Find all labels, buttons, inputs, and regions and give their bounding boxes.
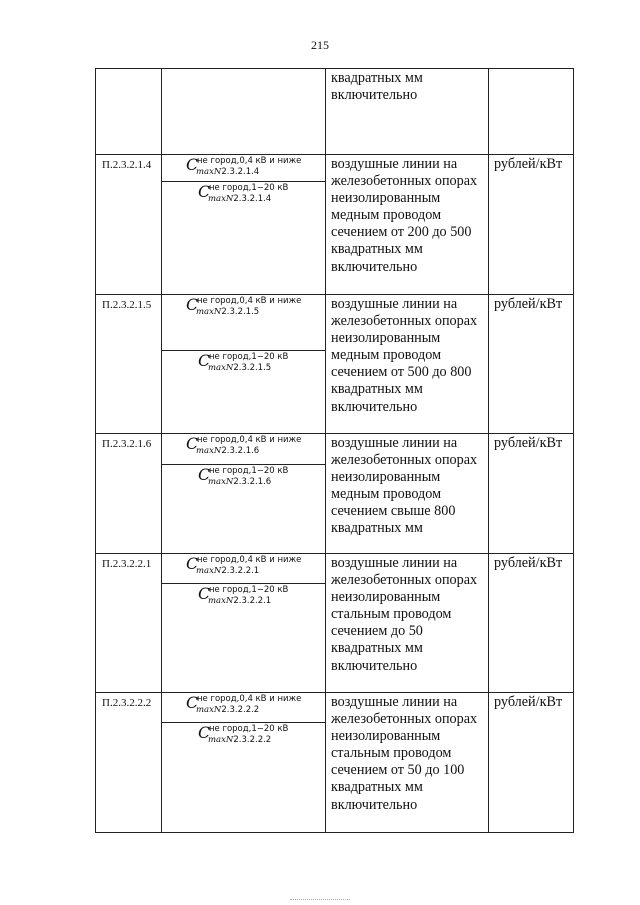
description-cell <box>326 69 489 155</box>
unit-cell <box>489 434 574 554</box>
row-code: П.2.3.2.1.6 <box>102 438 152 450</box>
symbol-medium-voltage <box>162 182 325 294</box>
symbol-superscript: не город,1−20 кВ <box>209 466 289 476</box>
footer-mark <box>290 899 350 902</box>
symbol-low-voltage <box>162 434 325 465</box>
symbol-letter: C <box>198 723 211 742</box>
symbol-subscript: maxN2.3.2.1.5 <box>208 363 272 373</box>
symbol-low-voltage <box>162 155 325 182</box>
symbol-letter: C <box>186 155 199 174</box>
symbol-cell <box>162 554 326 693</box>
unit-cell <box>489 295 574 434</box>
symbol-cell-empty <box>162 69 326 155</box>
symbol-subscript: maxN2.3.2.2.2 <box>196 705 260 715</box>
symbol-low-voltage <box>162 693 325 723</box>
row-unit: рублей/кВт <box>494 435 563 451</box>
row-description: квадратных мм включительно <box>331 70 423 104</box>
symbol-superscript: не город,0,4 кВ и ниже <box>197 694 302 704</box>
row-description: воздушные линии на железобетонных опорах неизолированным стальным проводом сечением до 50 квадратных мм включительно <box>331 555 478 674</box>
row-description: воздушные линии на железобетонных опорах неизолированным стальным проводом сечением от 50 до 100 квадратных мм включительно <box>331 694 478 813</box>
symbol-letter: C <box>198 182 211 201</box>
symbol-subscript: maxN2.3.2.1.5 <box>196 307 260 317</box>
symbol-superscript: не город,1−20 кВ <box>209 183 289 193</box>
symbol-letter: C <box>198 584 211 603</box>
row-code: П.2.3.2.2.1 <box>102 558 152 570</box>
table-row <box>96 554 574 693</box>
symbol-cell <box>162 155 326 295</box>
unit-cell-empty <box>489 69 574 155</box>
code-cell <box>96 155 162 295</box>
symbol-subscript: maxN2.3.2.2.1 <box>196 566 260 576</box>
symbol-superscript: не город,0,4 кВ и ниже <box>197 296 302 306</box>
symbol-superscript: не город,1−20 кВ <box>209 585 289 595</box>
symbol-superscript: не город,1−20 кВ <box>209 724 289 734</box>
symbol-superscript: не город,1−20 кВ <box>209 352 289 362</box>
symbol-letter: C <box>186 554 199 573</box>
unit-cell <box>489 693 574 833</box>
symbol-cell <box>162 295 326 434</box>
code-cell <box>96 554 162 693</box>
symbol-cell <box>162 693 326 833</box>
description-cell <box>326 434 489 554</box>
description-cell <box>326 693 489 833</box>
row-code: П.2.3.2.1.5 <box>102 299 152 311</box>
symbol-medium-voltage <box>162 723 325 832</box>
row-code: П.2.3.2.2.2 <box>102 697 152 709</box>
symbol-subscript: maxN2.3.2.1.6 <box>196 446 260 456</box>
row-description: воздушные линии на железобетонных опорах неизолированным медным проводом сечением свыше 800 квадратных мм <box>331 435 478 537</box>
symbol-superscript: не город,0,4 кВ и ниже <box>197 435 302 445</box>
symbol-letter: C <box>198 465 211 484</box>
symbol-cell <box>162 434 326 554</box>
description-cell <box>326 554 489 693</box>
symbol-letter: C <box>186 295 199 314</box>
symbol-subscript: maxN2.3.2.2.1 <box>208 596 272 606</box>
symbol-subscript: maxN2.3.2.1.4 <box>196 167 260 177</box>
code-cell <box>96 295 162 434</box>
row-description: воздушные линии на железобетонных опорах неизолированным медным проводом сечением от 500 до 800 квадратных мм включительно <box>331 296 478 415</box>
symbol-subscript: maxN2.3.2.1.6 <box>208 477 272 487</box>
table-row <box>96 693 574 833</box>
symbol-letter: C <box>186 693 199 712</box>
symbol-medium-voltage <box>162 351 325 433</box>
row-unit: рублей/кВт <box>494 156 563 172</box>
unit-cell <box>489 155 574 295</box>
table-row <box>96 434 574 554</box>
description-cell <box>326 155 489 295</box>
code-cell <box>96 693 162 833</box>
unit-cell <box>489 554 574 693</box>
row-unit: рублей/кВт <box>494 296 563 312</box>
row-unit: рублей/кВт <box>494 555 563 571</box>
code-cell <box>96 434 162 554</box>
symbol-letter: C <box>198 351 211 370</box>
row-description: воздушные линии на железобетонных опорах неизолированным медным проводом сечением от 200 до 500 квадратных мм включительно <box>331 156 478 275</box>
symbol-superscript: не город,0,4 кВ и ниже <box>197 156 302 166</box>
row-unit: рублей/кВт <box>494 694 563 710</box>
table-row <box>96 155 574 295</box>
row-code: П.2.3.2.1.4 <box>102 159 152 171</box>
symbol-low-voltage <box>162 554 325 584</box>
description-cell <box>326 295 489 434</box>
symbol-letter: C <box>186 434 199 453</box>
symbol-subscript: maxN2.3.2.1.4 <box>208 194 272 204</box>
tariff-table <box>95 68 574 833</box>
symbol-superscript: не город,0,4 кВ и ниже <box>197 555 302 565</box>
symbol-subscript: maxN2.3.2.2.2 <box>208 735 272 745</box>
symbol-low-voltage <box>162 295 325 351</box>
table-row <box>96 295 574 434</box>
page-number: 215 <box>311 38 329 52</box>
code-cell-empty <box>96 69 162 155</box>
symbol-medium-voltage <box>162 584 325 692</box>
table-row-continued <box>96 69 574 155</box>
symbol-medium-voltage <box>162 465 325 553</box>
